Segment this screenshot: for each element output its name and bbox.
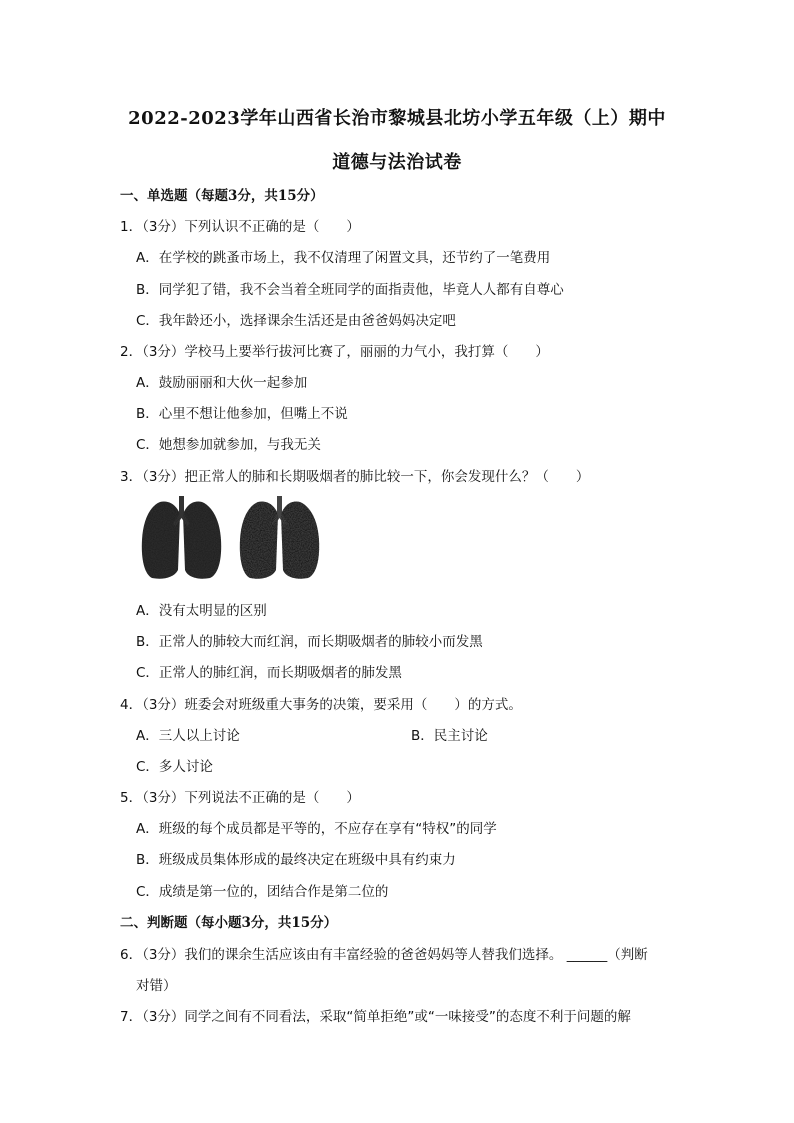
question-1-option-b[interactable]: B．同学犯了错，我不会当着全班同学的面指责他，毕竟人人都有自尊心 — [136, 282, 564, 298]
question-5-option-a[interactable]: A．班级的每个成员都是平等的，不应存在享有“特权”的同学 — [136, 821, 497, 837]
question-3-option-a[interactable]: A．没有太明显的区别 — [136, 603, 267, 619]
question-2-option-c[interactable]: C．她想参加就参加，与我无关 — [136, 437, 321, 453]
question-4-option-c[interactable]: C．多人讨论 — [136, 759, 213, 775]
question-2-stem: 2．（3分）学校马上要举行拔河比赛了，丽丽的力气小，我打算（ ） — [120, 344, 549, 360]
lungs-comparison-image — [140, 496, 324, 582]
normal-lungs — [142, 496, 221, 579]
question-3-stem: 3．（3分）把正常人的肺和长期吸烟者的肺比较一下，你会发现什么？（ ） — [120, 469, 590, 485]
page-title-line1: 2022-2023学年山西省长治市黎城县北坊小学五年级（上）期中 — [128, 108, 666, 129]
question-3-option-c[interactable]: C．正常人的肺红润，而长期吸烟者的肺发黑 — [136, 665, 402, 681]
question-2-option-b[interactable]: B．心里不想让他参加，但嘴上不说 — [136, 406, 348, 422]
question-4-stem: 4．（3分）班委会对班级重大事务的决策，要采用（ ）的方式。 — [120, 697, 522, 713]
question-5-option-c[interactable]: C．成绩是第一位的，团结合作是第二位的 — [136, 884, 389, 900]
question-4-option-a[interactable]: A．三人以上讨论 — [136, 728, 240, 744]
question-6-stem: 6．（3分）我们的课余生活应该由有丰富经验的爸爸妈妈等人替我们选择。 ______（判断 — [120, 947, 648, 963]
question-5-option-b[interactable]: B．班级成员集体形成的最终决定在班级中具有约束力 — [136, 852, 456, 868]
section-heading-single-choice: 一、单选题（每题3分，共15分） — [120, 188, 324, 204]
section-heading-true-false: 二、判断题（每小题3分，共15分） — [120, 915, 338, 931]
question-7-stem: 7．（3分）同学之间有不同看法，采取“简单拒绝”或“一味接受”的态度不利于问题的解 — [120, 1009, 631, 1025]
question-1-option-c[interactable]: C．我年龄还小，选择课余生活还是由爸爸妈妈决定吧 — [136, 313, 456, 329]
question-2-option-a[interactable]: A．鼓励丽丽和大伙一起参加 — [136, 375, 308, 391]
question-6-stem-continued: 对错） — [136, 978, 177, 994]
page-title-line2: 道德与法治试卷 — [332, 152, 462, 173]
question-5-stem: 5．（3分）下列说法不正确的是（ ） — [120, 790, 360, 806]
question-1-stem: 1．（3分）下列认识不正确的是（ ） — [120, 219, 360, 235]
question-3-option-b[interactable]: B．正常人的肺较大而红润，而长期吸烟者的肺较小而发黑 — [136, 634, 483, 650]
question-1-option-a[interactable]: A．在学校的跳蚤市场上，我不仅清理了闲置文具，还节约了一笔费用 — [136, 250, 551, 266]
question-4-option-b[interactable]: B．民主讨论 — [411, 728, 488, 744]
smoker-lungs — [240, 496, 319, 579]
